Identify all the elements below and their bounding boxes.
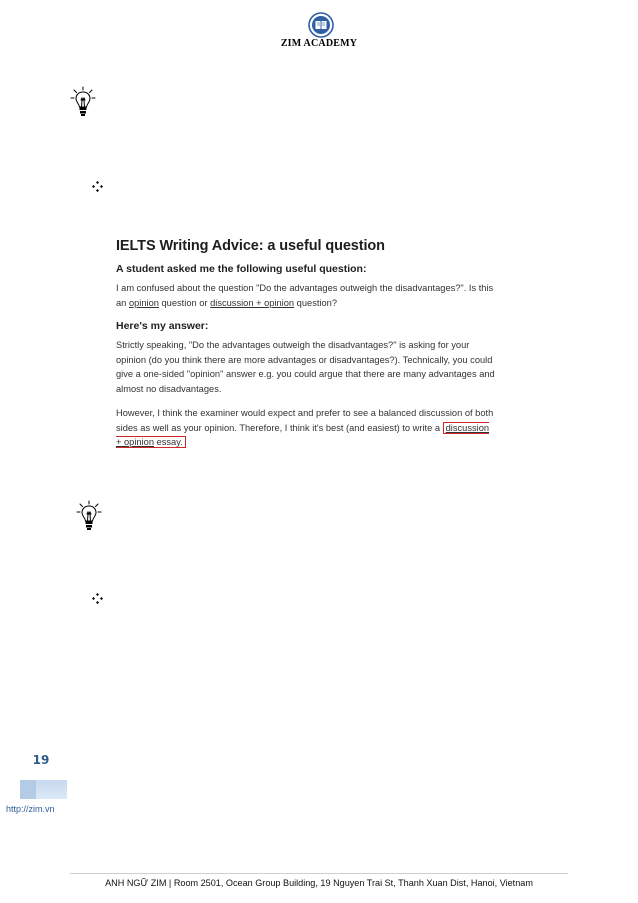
zim-logo-icon — [308, 12, 334, 38]
website-link[interactable]: http://zim.vn — [6, 804, 55, 814]
diamond-bullet-icon — [92, 181, 103, 192]
discussion-opinion-essay-link[interactable]: discussion + opinion — [116, 422, 490, 447]
answer-text-a: However, I think the examiner would expect and prefer to see a balanced discussion of both sides as well as your opinion. Therefore, I think it's best (and easiest) to write a — [116, 408, 494, 433]
question-text-a: I am confused about the question "Do the advantages outweigh the disadvantages?". Is this an — [116, 283, 494, 308]
student-question — [116, 281, 496, 310]
article-subheading-answer: Here's my answer: — [116, 320, 209, 332]
page-tab-decoration — [20, 780, 67, 799]
lightbulb-icon — [76, 500, 102, 532]
lightbulb-icon — [70, 86, 96, 118]
diamond-bullet-icon — [92, 593, 103, 604]
footer-divider — [70, 873, 568, 874]
question-text-b: question or — [158, 297, 211, 308]
ielts-advice-excerpt — [116, 238, 496, 460]
answer-paragraph-1: Strictly speaking, "Do the advantages outweigh the disadvantages?" is asking for your opinion (do you think there are more advantages or disadvantages?). Technically, you could give a one-sided "opinion" answer e.g. you could argue that there are many advantages and almost no disadvantages. — [116, 340, 495, 394]
footer-address: ANH NGỮ ZIM | Room 2501, Ocean Group Building, 19 Nguyen Trai St, Thanh Xuan Dist, Hanoi, Vietnam — [105, 878, 533, 888]
answer-text-b: essay. — [154, 437, 183, 447]
discussion-opinion-link[interactable]: discussion + opinion — [210, 297, 295, 308]
answer-paragraph-2 — [116, 406, 496, 450]
page-number: 19 — [32, 753, 50, 767]
article-subheading-question: A student asked me the following useful question: — [116, 263, 367, 275]
brand-name: ZIM ACADEMY — [280, 38, 358, 49]
opinion-link[interactable]: opinion — [128, 297, 159, 308]
question-text-c: question? — [294, 297, 337, 308]
article-title: IELTS Writing Advice: a useful question — [116, 238, 385, 254]
